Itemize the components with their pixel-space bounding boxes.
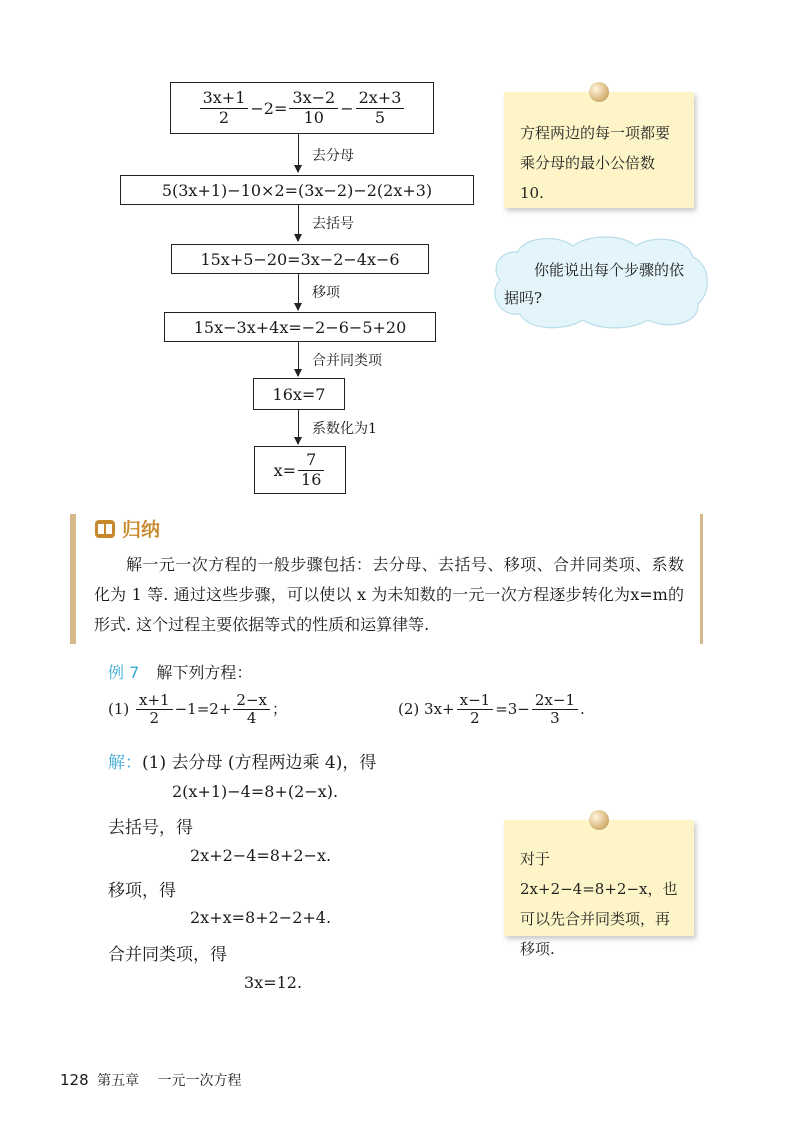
chapter-title: 一元一次方程 xyxy=(157,1073,242,1089)
flow-arrow xyxy=(298,205,299,241)
equation: 2(x+1)−4=8+(2−x). xyxy=(172,782,339,801)
sticky-note: 对于 2x+2−4=8+2−x，也可以先合并同类项，再移项. xyxy=(504,820,694,936)
flow-arrow xyxy=(298,410,299,444)
book-icon xyxy=(94,519,116,539)
equation: 2x+x=8+2−2+4. xyxy=(190,908,332,927)
page-number: 128 xyxy=(60,1071,89,1089)
summary-box xyxy=(70,514,703,644)
fraction: $\frac{x-1}{2}$ xyxy=(457,692,494,728)
fraction: $\frac{2x+3}{5}$ xyxy=(356,89,405,127)
flow-box-2: 5(3x+1)−10×2=(3x−2)−2(2x+3) xyxy=(120,175,474,205)
flow-arrow xyxy=(298,134,299,172)
flow-box-6: x= $\frac{7}{16}$ xyxy=(254,446,346,494)
step-text: 合并同类项，得 xyxy=(108,945,227,965)
summary-heading: 归纳 xyxy=(94,515,160,542)
flow-box-4: 15x−3x+4x=−2−6−5+20 xyxy=(164,312,436,342)
step-text: 去括号，得 xyxy=(108,818,193,838)
fraction: $\frac{2-x}{4}$ xyxy=(233,692,270,728)
chapter-label: 第五章 xyxy=(97,1073,140,1089)
summary-body: 解一元一次方程的一般步骤包括：去分母、去括号、移项、合并同类项、系数化为 1 等. 通过这些步骤，可以使以 x 为未知数的一元一次方程逐步转化为x=m的形式. 这个过程主要依据等式的性质和运算律等. xyxy=(94,555,684,634)
fraction: $\frac{3x-2}{10}$ xyxy=(289,89,338,127)
fraction: $\frac{7}{16}$ xyxy=(298,451,324,489)
step-label: 移项 xyxy=(312,285,340,301)
step-label: 系数化为1 xyxy=(312,421,377,437)
problem-1: (1) $\frac{x+1}{2}$ −1=2+ $\frac{2-x}{4}$ ； xyxy=(108,691,287,728)
solution-label: 解： xyxy=(108,753,142,773)
flow-arrow xyxy=(298,342,299,376)
sticky-note: 方程两边的每一项都要乘分母的最小公倍数 10. xyxy=(504,92,694,208)
flow-box-1: $\frac{3x+1}{2}$ −2= $\frac{3x-2}{10}$ − $\frac{2x+3}{5}$ xyxy=(170,82,434,134)
flow-box-3: 15x+5−20=3x−2−4x−6 xyxy=(171,244,429,274)
step-label: 合并同类项 xyxy=(312,353,382,369)
equation: 3x=12. xyxy=(244,973,303,992)
cloud-text: 你能说出每个步骤的依据吗? xyxy=(504,261,685,307)
problem-2: (2) 3x+ $\frac{x-1}{2}$ =3− $\frac{2x-1}{3}$ . xyxy=(398,691,585,728)
step-text: 移项，得 xyxy=(108,881,176,901)
fraction: $\frac{2x-1}{3}$ xyxy=(532,692,578,728)
step-label: 去括号 xyxy=(312,216,354,232)
fraction: $\frac{3x+1}{2}$ xyxy=(200,89,249,127)
equation: 2x+2−4=8+2−x. xyxy=(190,846,332,865)
example-heading: 例 7 解下列方程： xyxy=(108,663,253,682)
fraction: $\frac{x+1}{2}$ xyxy=(136,692,173,728)
solution-intro: 解：(1) 去分母 (方程两边乘 4)，得 xyxy=(108,753,377,773)
pin-icon xyxy=(589,810,609,830)
step-label: 去分母 xyxy=(312,148,354,164)
page-footer xyxy=(60,1070,242,1090)
flow-box-5: 16x=7 xyxy=(253,378,345,410)
flow-arrow xyxy=(298,274,299,310)
pin-icon xyxy=(589,82,609,102)
example-label: 例 7 xyxy=(108,663,140,682)
